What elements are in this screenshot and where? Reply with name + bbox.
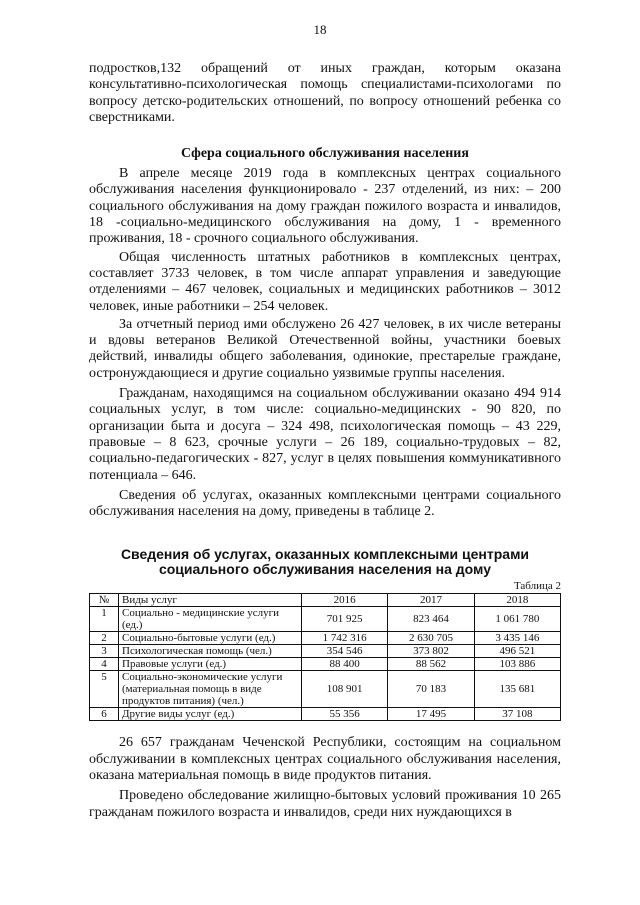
table-row — [90, 671, 561, 708]
header-number: № — [90, 594, 119, 607]
cell-service-type: Социально-экономические услуги (материальная помощь в виде продуктов питания) (чел.) — [119, 671, 302, 708]
cell-number: 3 — [90, 645, 119, 658]
cell-2018: 37 108 — [474, 708, 560, 721]
cell-2016: 55 356 — [302, 708, 388, 721]
header-year-2016: 2016 — [302, 594, 388, 607]
cell-2016: 701 925 — [302, 607, 388, 632]
paragraph-served: За отчетный период ими обслужено 26 427 человек, в их числе ветераны и вдовы ветеранов Великой Отечественной войны, участники боевых действий, инвалиды общего заболевания, одинокие, престарелые граждане, остронуждающиеся и другие социально уязвимые группы населения. — [89, 316, 561, 381]
cell-number: 2 — [90, 632, 119, 645]
paragraph-services: Гражданам, находящимся на социальном обслуживании оказано 494 914 социальных услуг, в том числе: социально-медицинских - 90 820, по организации быта и досуга – 324 498, психологическая помощь – 43 229, правовые – 8 623, срочные услуги – 26 189, социально-трудовых – 82, социально-педагогических - 827, услуг в целях повышения коммуникативного потенциала – 646. — [89, 386, 561, 483]
cell-2016: 108 901 — [302, 671, 388, 708]
cell-2017: 2 630 705 — [388, 632, 474, 645]
cell-2017: 70 183 — [388, 671, 474, 708]
cell-number: 5 — [90, 671, 119, 708]
cell-service-type: Социально - медицинские услуги (ед.) — [119, 607, 302, 632]
cell-service-type: Другие виды услуг (ед.) — [119, 708, 302, 721]
header-year-2017: 2017 — [388, 594, 474, 607]
cell-2018: 1 061 780 — [474, 607, 560, 632]
table-row — [90, 658, 561, 671]
section-title: Сфера социального обслуживания населения — [181, 146, 469, 162]
paragraph-food-aid: 26 657 гражданам Чеченской Республики, состоящим на социальном обслуживании в комплексных центрах социального обслуживания населения, оказана материальная помощь в виде продуктов питания. — [89, 735, 561, 784]
paragraph-staff: Общая численность штатных работников в комплексных центрах, составляет 3733 человек, в том числе аппарат управления и заведующие отделениями – 467 человек, социальных и медицинских работников – 3012 человек, иные работники – 254 человек. — [89, 249, 561, 314]
cell-number: 6 — [90, 708, 119, 721]
paragraph-inspection: Проведено обследование жилищно-бытовых условий проживания 10 265 гражданам пожилого возраста и инвалидов, среди них нуждающихся в — [89, 788, 561, 820]
table-header-row — [90, 594, 561, 607]
cell-service-type: Правовые услуги (ед.) — [119, 658, 302, 671]
table-row — [90, 632, 561, 645]
header-year-2018: 2018 — [474, 594, 560, 607]
page-number: 18 — [313, 22, 327, 37]
cell-2016: 88 400 — [302, 658, 388, 671]
cell-2018: 135 681 — [474, 671, 560, 708]
cell-2016: 354 546 — [302, 645, 388, 658]
page-content — [89, 61, 561, 821]
table-row — [90, 708, 561, 721]
cell-2017: 88 562 — [388, 658, 474, 671]
cell-2017: 823 464 — [388, 607, 474, 632]
cell-number: 1 — [90, 607, 119, 632]
cell-2018: 103 886 — [474, 658, 560, 671]
cell-2018: 496 521 — [474, 645, 560, 658]
table-caption: Таблица 2 — [513, 580, 561, 593]
cell-2017: 373 802 — [388, 645, 474, 658]
paragraph-departments: В апреле месяце 2019 года в комплексных центрах социального обслуживания населения функционировало - 237 отделений, из них: – 200 социального обслуживания на дому граждан пожилого возраста и инвалидов, 18 -социально-медицинского обслуживания на дому, 1 - временного проживания, 18 - срочного социального обслуживания. — [89, 166, 561, 247]
table-title: Сведения об услугах, оказанных комплексными центрами социального обслуживания населения на дому — [120, 546, 530, 578]
table-row — [90, 645, 561, 658]
cell-2017: 17 495 — [388, 708, 474, 721]
intro-paragraph: подростков,132 обращений от иных граждан, которым оказана консультативно-психологическая помощь специалистами-психологами по вопросу детско-родительских отношений, по вопросу отношений ребенка со сверстниками. — [89, 61, 561, 125]
services-table — [89, 593, 561, 721]
table-row — [90, 607, 561, 632]
cell-service-type: Социально-бытовые услуги (ед.) — [119, 632, 302, 645]
cell-2016: 1 742 316 — [302, 632, 388, 645]
cell-service-type: Психологическая помощь (чел.) — [119, 645, 302, 658]
header-service-type: Виды услуг — [119, 594, 302, 607]
cell-number: 4 — [90, 658, 119, 671]
paragraph-table-reference: Сведения об услугах, оказанных комплексными центрами социального обслуживания населения на дому, приведены в таблице 2. — [89, 487, 561, 520]
cell-2018: 3 435 146 — [474, 632, 560, 645]
